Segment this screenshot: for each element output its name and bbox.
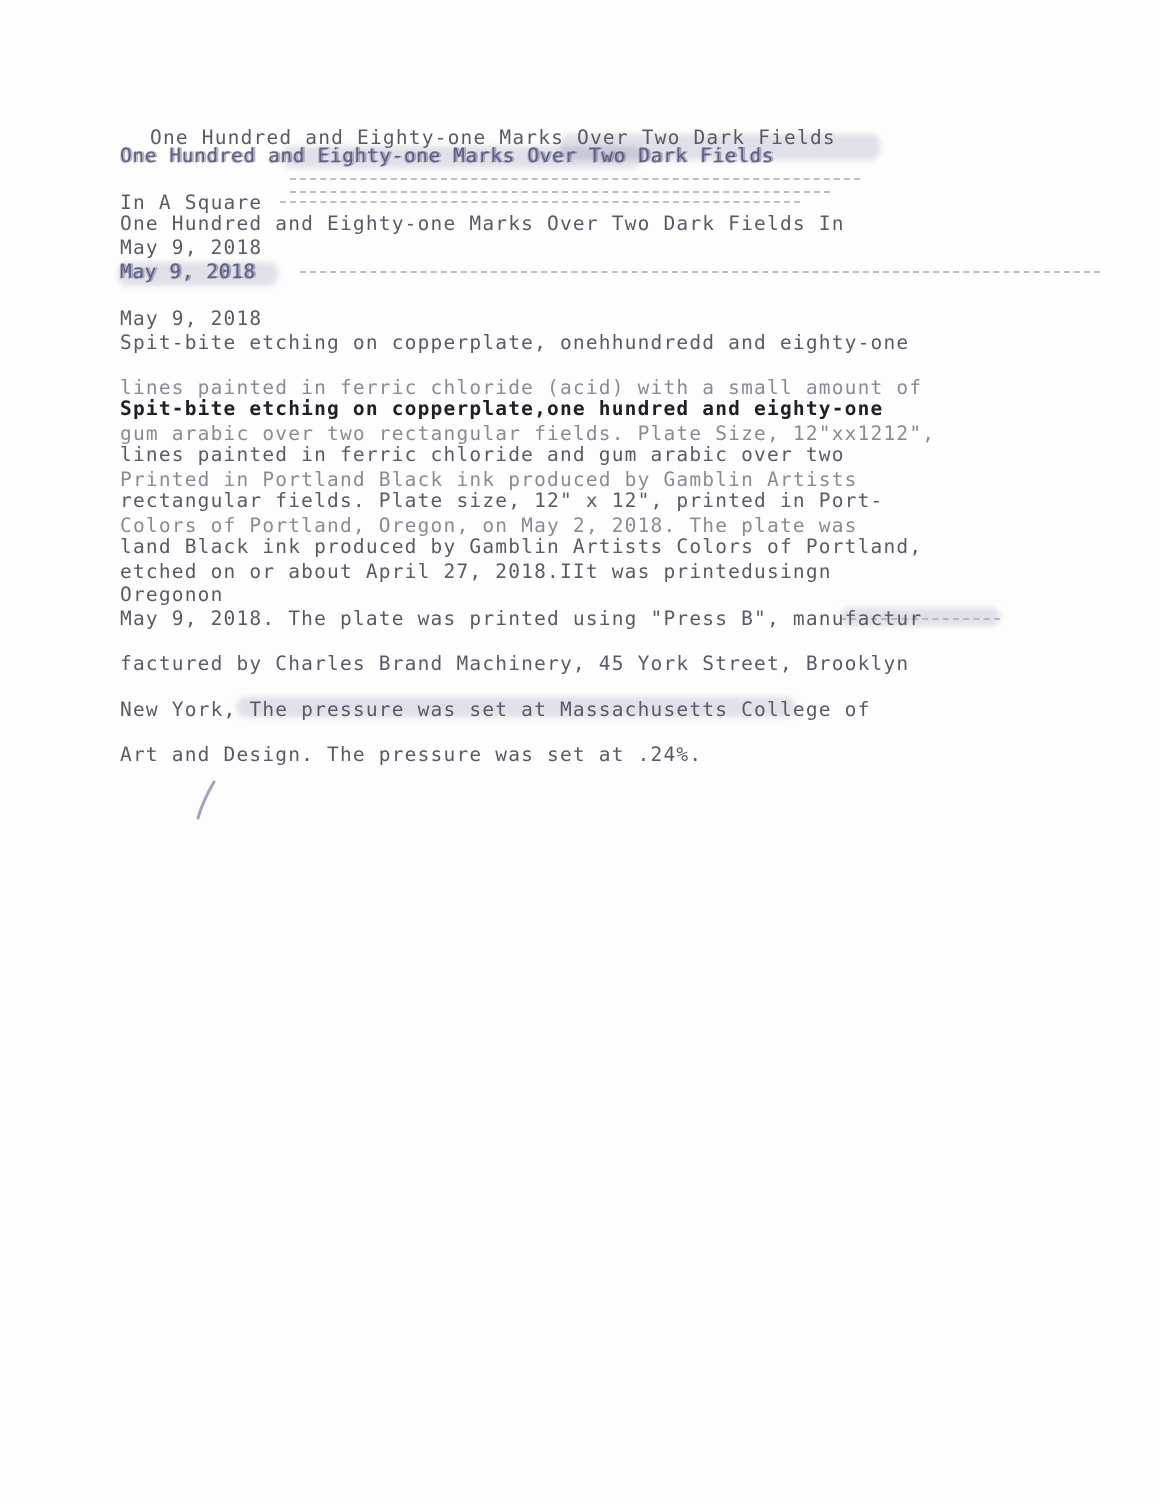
- overstruck-date-line: May 9, 2018: [120, 260, 256, 283]
- paragraph-line: gum arabic over two rectangular fields. Plate Size, 12"xx1212",: [120, 422, 936, 445]
- date-line: May 9, 2018: [120, 307, 263, 330]
- paragraph-line: Colors of Portland, Oregon, on May 2, 2018. The plate was: [120, 514, 858, 537]
- paragraph-line: etched on or about April 27, 2018.IIt was printedusingn: [120, 560, 832, 583]
- paragraph-line: New York, The pressure was set at Massachusetts College of: [120, 698, 871, 721]
- paragraph-line: Oregonon: [120, 583, 224, 606]
- paragraph-line: May 9, 2018. The plate was printed using "Press B", manufactur: [120, 607, 923, 630]
- overstruck-heading-line: One Hundred and Eighty-one Marks Over Two Dark Fields: [120, 144, 775, 167]
- paragraph-line: Printed in Portland Black ink produced by Gamblin Artists: [120, 468, 858, 491]
- paragraph-line: lines painted in ferric chloride (acid) with a small amount of: [120, 376, 923, 399]
- strike-line: [300, 271, 1100, 273]
- strike-line: [290, 178, 860, 180]
- paragraph-line: factured by Charles Brand Machinery, 45 York Street, Brooklyn: [120, 652, 910, 675]
- paragraph-line: Spit-bite etching on copperplate, onehhundredd and eighty-one: [120, 331, 910, 354]
- paragraph-line: Spit-bite etching on copperplate,one hundred and eighty-one: [120, 397, 884, 420]
- pen-stroke-mark: [194, 780, 218, 822]
- paragraph-line: land Black ink produced by Gamblin Artists Colors of Portland,: [120, 535, 923, 558]
- strike-line: [290, 191, 830, 193]
- paragraph-line: rectangular fields. Plate size, 12" x 12", printed in Port-: [120, 489, 884, 512]
- date-line: May 9, 2018: [120, 236, 263, 259]
- subtitle-line: In A Square: [120, 191, 263, 214]
- title-line: One Hundred and Eighty-one Marks Over Two Dark Fields In: [120, 212, 845, 235]
- heading-line: One Hundred and Eighty-one Marks Over Two Dark Fields: [150, 126, 836, 149]
- strike-line: [280, 201, 800, 203]
- paragraph-line: Art and Design. The pressure was set at .24%.: [120, 743, 703, 766]
- paragraph-line: lines painted in ferric chloride and gum arabic over two: [120, 443, 845, 466]
